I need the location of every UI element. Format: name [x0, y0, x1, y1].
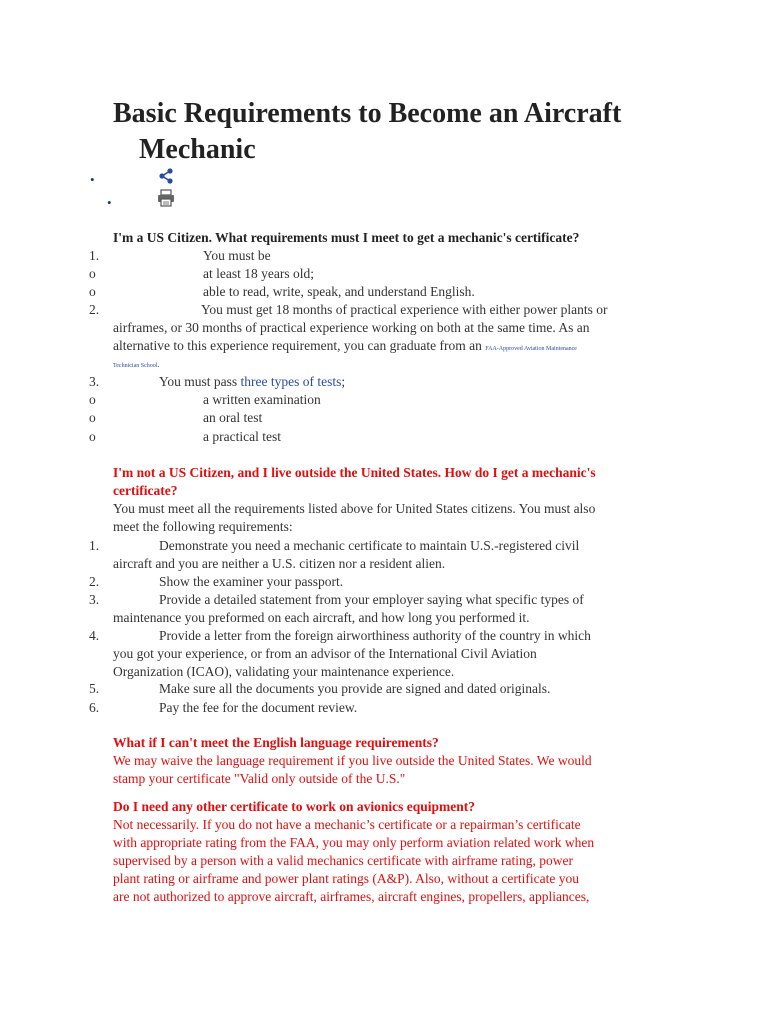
list-marker: o [89, 266, 96, 281]
section4-question: Do I need any other certificate to work on avionics equipment? [113, 799, 475, 814]
page-title-line1: Basic Requirements to Become an Aircraft [113, 98, 622, 129]
list-marker: o [89, 410, 96, 425]
period: . [157, 360, 160, 369]
list-item: Demonstrate you need a mechanic certificate to maintain U.S.-registered civil [159, 538, 580, 553]
list-marker: 3. [89, 374, 100, 389]
list-item: a practical test [203, 429, 281, 444]
list-item-cont: Organization (ICAO), validating your maintenance experience. [113, 664, 455, 679]
section2-question-cont: certificate? [113, 483, 178, 498]
list-marker: 4. [89, 628, 100, 643]
section3-question: What if I can't meet the English language requirements? [113, 735, 439, 750]
list-item-cont [113, 337, 577, 358]
list-marker: 1. [89, 538, 100, 553]
page-title [113, 96, 673, 168]
list-item: You must be [203, 248, 271, 263]
list-marker: 3. [89, 592, 100, 607]
list-item: You must get 18 months of practical experience with either power plants or [201, 302, 608, 317]
faa-school-link-cont[interactable]: Technician School [113, 363, 158, 369]
section4-answer: supervised by a person with a valid mechanics certificate with airframe rating, power [113, 853, 573, 868]
list-item-cont [113, 358, 159, 371]
list-item-cont: you got your experience, or from an advisor of the International Civil Aviation [113, 646, 537, 661]
list-item: Provide a letter from the foreign airworthiness authority of the country in which [159, 628, 591, 643]
list-marker: o [89, 284, 96, 299]
section2-question: I'm not a US Citizen, and I live outside the United States. How do I get a mechanic's [113, 465, 596, 480]
bullet-print: • [107, 195, 112, 210]
list-item: Pay the fee for the document review. [159, 700, 358, 715]
section3-answer: We may waive the language requirement if you live outside the United States. We would [113, 753, 592, 768]
list-marker: 5. [89, 681, 100, 696]
list-item: Provide a detailed statement from your employer saying what specific types of [159, 592, 584, 607]
list-item: at least 18 years old; [203, 266, 314, 281]
share-icon[interactable] [157, 167, 175, 185]
list-item: able to read, write, speak, and understand English. [203, 284, 475, 299]
section4-answer: Not necessarily. If you do not have a mechanic’s certificate or a repairman’s certificate [113, 817, 581, 832]
semicolon: ; [341, 374, 346, 389]
list-item-cont: airframes, or 30 months of practical experience working on both at the same time. As an [113, 320, 590, 335]
page-title-line2: Mechanic [139, 134, 256, 165]
list-marker: o [89, 392, 96, 407]
section4-answer: plant rating or airframe and power plant ratings (A&P). Also, without a certificate you [113, 871, 579, 886]
list-marker: 2. [89, 302, 100, 317]
list-item: an oral test [203, 410, 263, 425]
print-icon[interactable] [156, 189, 176, 207]
list-marker: 6. [89, 700, 100, 715]
section2-intro: You must meet all the requirements listed above for United States citizens. You must also [113, 501, 596, 516]
list-item-cont: aircraft and you are neither a U.S. citizen nor a resident alien. [113, 556, 446, 571]
bullet-share: • [90, 172, 95, 187]
faa-school-link[interactable]: FAA-Approved Aviation Maintenance [485, 346, 577, 352]
section3-answer-cont: stamp your certificate "Valid only outside of the U.S." [113, 771, 406, 786]
section4-answer: with appropriate rating from the FAA, you may only perform aviation related work when [113, 835, 595, 850]
section4-answer: are not authorized to approve aircraft, airframes, aircraft engines, propellers, appliances, [113, 889, 590, 904]
list-marker: 2. [89, 574, 100, 589]
list-item: Show the examiner your passport. [159, 574, 344, 589]
list-item: Make sure all the documents you provide are signed and dated originals. [159, 681, 551, 696]
list-marker: o [89, 429, 96, 444]
list-item-text: You must pass [159, 374, 238, 389]
list-item: a written examination [203, 392, 321, 407]
section1-question: I'm a US Citizen. What requirements must I meet to get a mechanic's certificate? [113, 230, 580, 245]
three-tests-link[interactable]: three types of tests [240, 374, 342, 389]
list-item-text: alternative to this experience requirement, you can graduate from an [113, 338, 482, 353]
list-item-cont: maintenance you preformed on each aircraft, and how long you performed it. [113, 610, 530, 625]
list-item [159, 373, 345, 391]
list-marker: 1. [89, 248, 100, 263]
section2-intro-cont: meet the following requirements: [113, 519, 293, 534]
